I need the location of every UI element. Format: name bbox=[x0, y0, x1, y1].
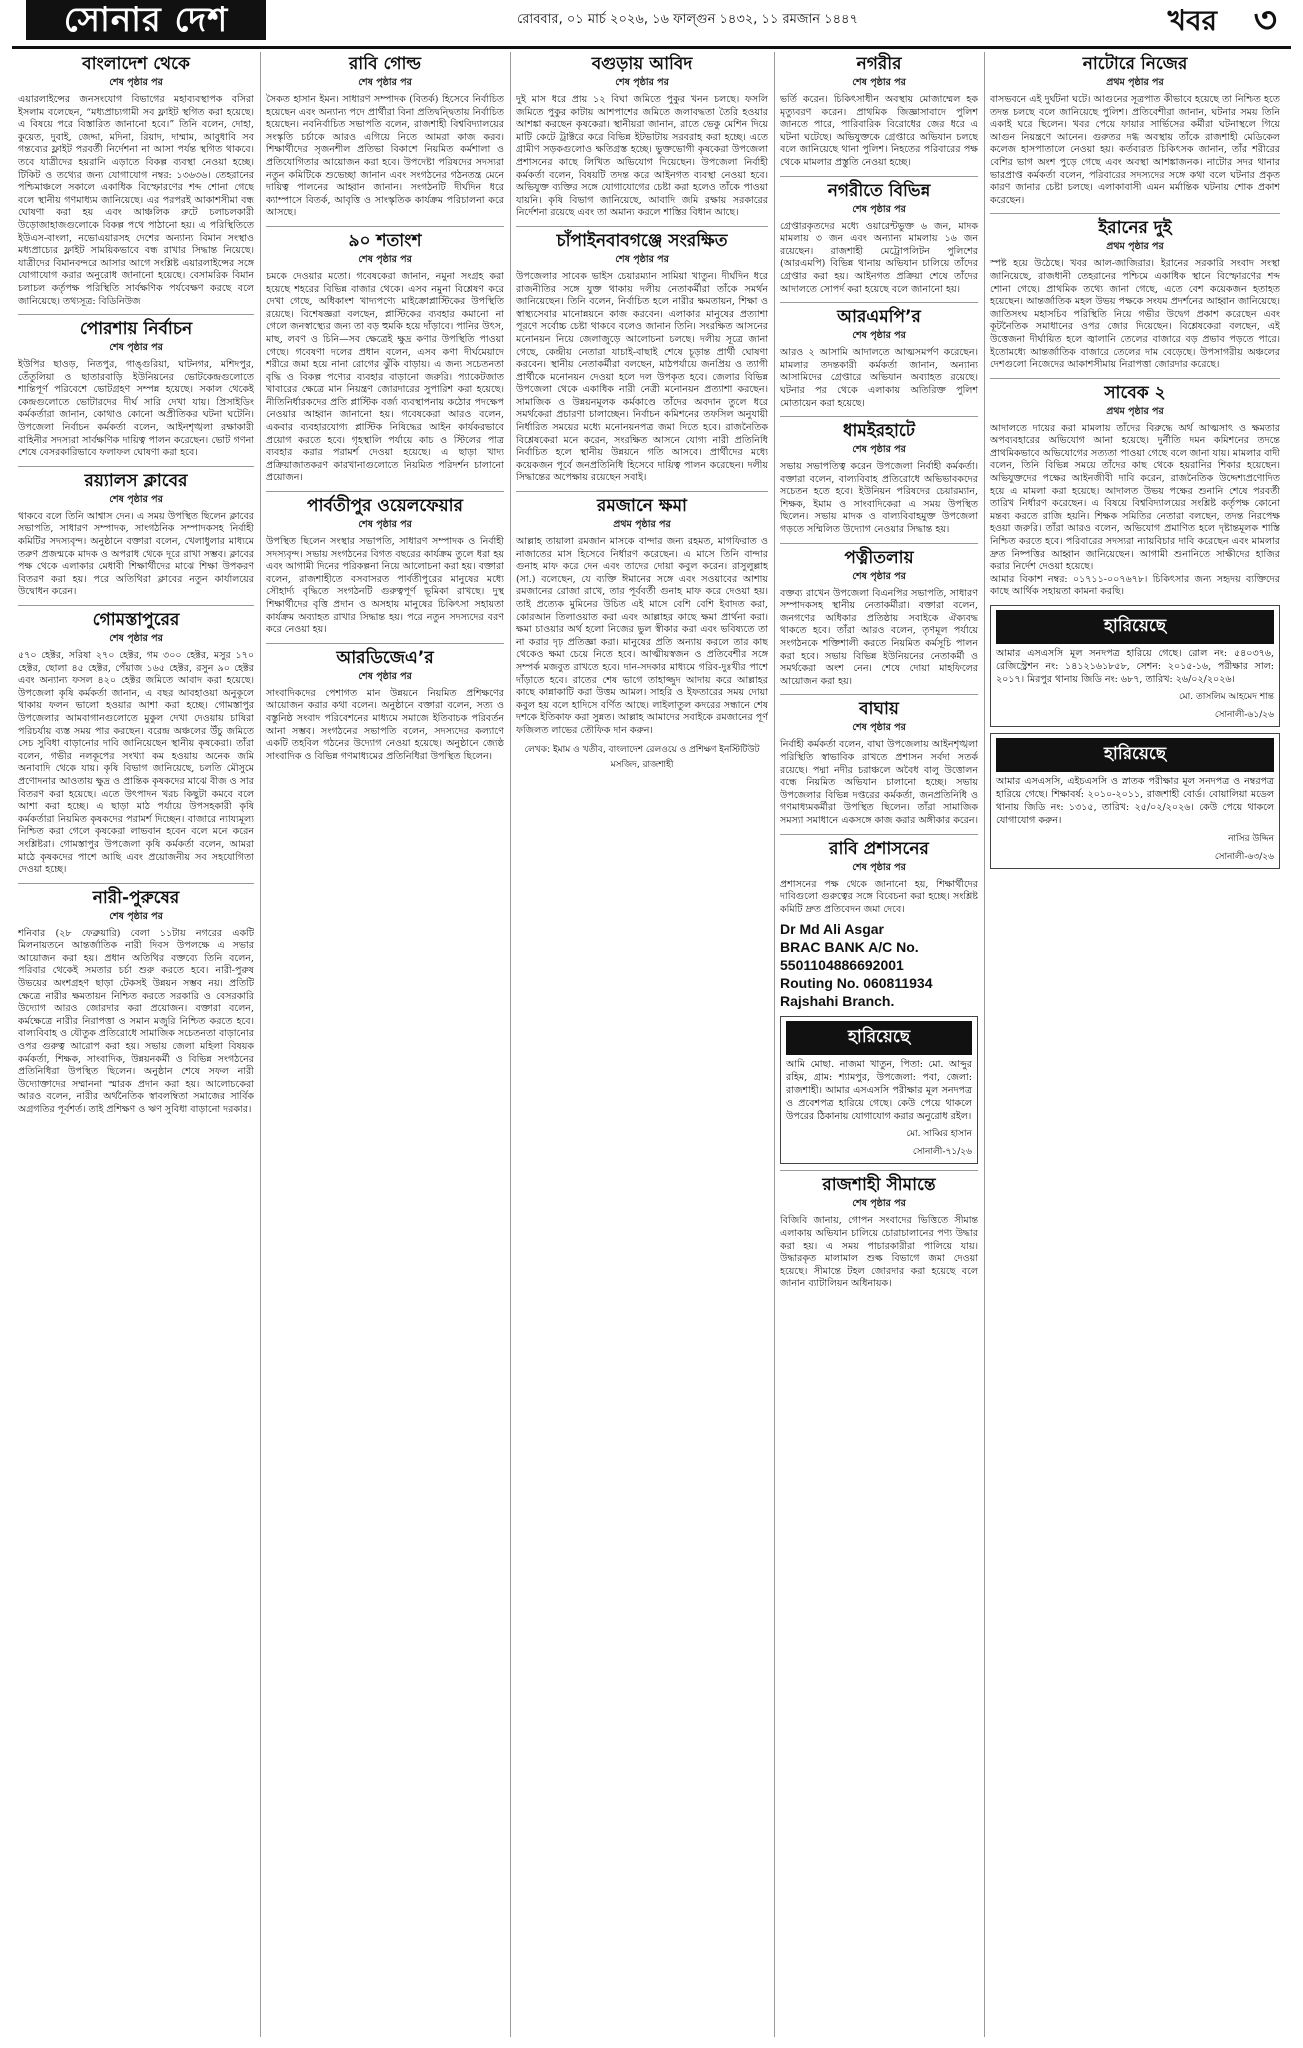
divider bbox=[516, 226, 768, 227]
lost-notice-code: সোনালী-৭১/২৬ bbox=[912, 1147, 972, 1158]
article-headline: বাঘায় bbox=[859, 699, 899, 720]
lost-notice bbox=[780, 1016, 978, 1164]
bank-details bbox=[780, 920, 978, 1010]
divider bbox=[990, 378, 1280, 379]
article-headline: নারী-পুরুষের bbox=[92, 887, 180, 908]
article bbox=[990, 383, 1280, 599]
article-body: আল্লাহ তায়ালা রমজান মাসকে বান্দার জন্য রহমত, মাগফিরাত ও নাজাতের মাস হিসেবে নির্ধারণ করেছেন। এ মাসে তিনি বান্দার গুনাহ মাফ করে দেন এবং তাদের দোয়া কবুল করেন। রাসুলুল্লাহ (সা.) বলেছেন, যে ব্যক্তি ঈমানের সঙ্গে এবং সওয়াবের আশায় রমজানের রোজা রাখে, তার পূর্ববর্তী গুনাহ মাফ করে দেওয়া হয়। তাই প্রত্যেক মুমিনের উচিত এই মাসে বেশি বেশি ইবাদত করা, কোরআন তিলাওয়াত করা এবং আল্লাহর কাছে ক্ষমা প্রার্থনা করা। ক্ষমা চাওয়ার অর্থ হলো নিজের ভুল স্বীকার করা এবং ভবিষ্যতে তা না করার দৃঢ় প্রতিজ্ঞা করা। মানুষের প্রতি অন্যায় করলে তার কাছ থেকেও ক্ষমা চেয়ে নিতে হবে। আত্মীয়স্বজন ও প্রতিবেশীর সঙ্গে সম্পর্ক মজবুত রাখতে হবে। দান-সদকার মাধ্যমে গরিব-দুঃখীর পাশে দাঁড়াতে হবে। রাতের শেষ ভাগে তাহাজ্জুদ আদায় করে আল্লাহর কাছে কান্নাকাটি করা উত্তম আমল। সাহরি ও ইফতারের সময় দোয়া কবুল হয় বলে হাদিসে বর্ণিত আছে। লাইলাতুল কদরের সন্ধানে শেষ দশকে ইতিকাফ করা সুন্নত। আল্লাহ আমাদের সবাইকে রমজানের পূর্ণ ফজিলত লাভের তৌফিক দান করুন। bbox=[516, 536, 768, 736]
article bbox=[990, 218, 1280, 371]
article-headline: রাবি প্রশাসনের bbox=[829, 838, 929, 859]
article-body: সাংবাদিকদের পেশাগত মান উন্নয়নে নিয়মিত প্রশিক্ষণের আয়োজন করার কথা বলেন। অনুষ্ঠানে বক্তারা বলেন, সত্য ও বস্তুনিষ্ঠ সংবাদ পরিবেশনের মাধ্যমে সমাজে ইতিবাচক পরিবর্তন আনা সম্ভব। সংগঠনের সভাপতি বলেন, সদস্যদের কল্যাণে একটি তহবিল গঠনের উদ্যোগ নেওয়া হয়েছে। অনুষ্ঠানে জ্যেষ্ঠ সাংবাদিক ও বিভিন্ন গণমাধ্যমের প্রতিনিধিরা উপস্থিত ছিলেন। bbox=[266, 687, 504, 762]
column-3 bbox=[516, 50, 768, 2040]
divider bbox=[780, 416, 978, 417]
divider bbox=[266, 226, 504, 227]
article-headline: সাবেক ২ bbox=[1104, 382, 1166, 403]
article-body: বিজিবি জানায়, গোপন সংবাদের ভিত্তিতে সীমান্ত এলাকায় অভিযান চালিয়ে চোরাচালানের পণ্য উদ্ধার করা হয়। এ সময় পাচারকারীরা পালিয়ে যায়। উদ্ধারকৃত মালামাল শুল্ক বিভাগে জমা দেওয়া হয়েছে। সীমান্তে টহল জোরদার করা হয়েছে বলে জানান ব্যাটালিয়ন অধিনায়ক। bbox=[780, 1215, 978, 1290]
article-body: গ্রেপ্তারকৃতদের মধ্যে ওয়ারেন্টভুক্ত ৬ জন, মাদক মামলায় ৩ জন এবং অন্যান্য মামলায় ১৬ জন রয়েছেন। রাজশাহী মেট্রোপলিটন পুলিশের (আরএমপি) বিভিন্ন থানায় অভিযান চালিয়ে তাঁদের গ্রেপ্তার করা হয়। আইনগত প্রক্রিয়া শেষে তাঁদের আদালতে সোপর্দ করা হয়েছে বলে জানানো হয়। bbox=[780, 220, 978, 295]
bank-line: Routing No. 060811934 bbox=[780, 975, 933, 992]
article bbox=[266, 648, 504, 764]
column-divider bbox=[774, 52, 775, 2037]
divider bbox=[780, 302, 978, 303]
article-body: ভর্তি করেন। চিকিৎসাধীন অবস্থায় মোজাম্মেল হক মৃত্যুবরণ করেন। প্রাথমিক জিজ্ঞাসাবাদে পুলিশ জানতে পারে, পারিবারিক বিরোধের জের ধরে এ ঘটনা ঘটেছে। অভিযুক্তকে গ্রেপ্তারে অভিযান চলছে বলে জানিয়েছে থানা পুলিশ। নিহতের পরিবারের পক্ষ থেকে মামলার প্রস্তুতি নেওয়া হচ্ছে। bbox=[780, 94, 978, 168]
article-body: থাকবে বলে তিনি আশ্বাস দেন। এ সময় উপস্থিত ছিলেন ক্লাবের সভাপতি, সাধারণ সম্পাদক, সাংগঠনিক সম্পাদকসহ নির্বাহী কমিটির সদস্যবৃন্দ। অনুষ্ঠানে বক্তারা বলেন, খেলাধুলার মাধ্যমে তরুণ প্রজন্মকে মাদক ও অপরাধ থেকে দূরে রাখা সম্ভব। ক্লাবের পক্ষ থেকে এলাকার মেধাবী শিক্ষার্থীদের মাঝে শিক্ষা উপকরণ বিতরণ করা হয়। পরে অতিথিরা ক্লাবের নতুন কার্যালয়ের উদ্বোধন করেন। bbox=[18, 510, 254, 598]
divider bbox=[516, 491, 768, 492]
article-body: উপস্থিত ছিলেন সংস্থার সভাপতি, সাধারণ সম্পাদক ও নির্বাহী সদস্যবৃন্দ। সভায় সংগঠনের বিগত বছরের কার্যক্রম তুলে ধরা হয় এবং আগামী দিনের পরিকল্পনা নিয়ে আলোচনা করা হয়। বক্তারা বলেন, রাজশাহীতে বসবাসরত পার্বতীপুরের মানুষের মধ্যে সৌহার্দ্য বৃদ্ধিতে সংগঠনটি গুরুত্বপূর্ণ ভূমিকা রাখছে। দুস্থ শিক্ষার্থীদের বৃত্তি প্রদান ও অসহায় মানুষের চিকিৎসা সহায়তা কার্যক্রম অব্যাহত রাখার সিদ্ধান্ত হয়। পরে নতুন সদস্যদের বরণ করে নেওয়া হয়। bbox=[266, 536, 504, 636]
lost-notice-signature: মো. সাব্বির হাসান bbox=[906, 1129, 972, 1140]
column-2 bbox=[266, 50, 504, 2040]
lost-notice-signature: মো. তাসলিম আহমেদ শান্ত bbox=[1179, 692, 1274, 703]
column-5 bbox=[990, 50, 1280, 2040]
column-divider bbox=[260, 52, 261, 2037]
article-continuation: প্রথম পৃষ্ঠার পর bbox=[1106, 405, 1164, 417]
bank-line: BRAC BANK A/C No. bbox=[780, 939, 919, 956]
article-headline: ধামইরহাটে bbox=[842, 421, 916, 442]
article bbox=[780, 421, 978, 537]
article bbox=[18, 888, 254, 1117]
divider bbox=[780, 834, 978, 835]
article-continuation: শেষ পৃষ্ঠার পর bbox=[109, 77, 163, 88]
article bbox=[18, 471, 254, 599]
article-body: চমকে দেওয়ার মতো। গবেষকেরা জানান, নমুনা সংগ্রহ করা হয়েছে শহরের বিভিন্ন বাজার থেকে। এসব নমুনা বিশ্লেষণ করে দেখা গেছে, অধিকাংশ খাদ্যপণ্যে মাইক্রোপ্লাস্টিকের উপস্থিতি রয়েছে। বিশেষজ্ঞরা বলছেন, প্লাস্টিকের ব্যবহার কমানো না গেলে জনস্বাস্থ্যের জন্য তা বড় হুমকি হয়ে দাঁড়াবে। পানির উৎস, মাছ, লবণ ও চিনি—সব ক্ষেত্রেই ক্ষুদ্র কণার উপস্থিতি পাওয়া গেছে। গবেষণা দলের প্রধান বলেন, এসব কণা দীর্ঘমেয়াদে শরীরে জমা হয়ে নানা রোগের ঝুঁকি বাড়ায়। এ জন্য সচেতনতা বৃদ্ধি ও বিকল্প পণ্যের ব্যবহার বাড়ানো জরুরি। প্যাকেটজাত খাবারের ক্ষেত্রে মান নিয়ন্ত্রণ জোরদারের সুপারিশ করা হয়েছে। নীতিনির্ধারকদের প্রতি প্লাস্টিক বর্জ্য ব্যবস্থাপনায় কঠোর পদক্ষেপ নেওয়ার আহ্বান জানানো হয়। গবেষকেরা আরও বলেন, একবার ব্যবহারযোগ্য প্লাস্টিক নিষিদ্ধের আইন কার্যকরভাবে প্রয়োগ করতে হবে। গৃহস্থালি পর্যায়ে কাচ ও স্টিলের পাত্র ব্যবহার করার পরামর্শ দেওয়া হয়েছে। এ ছাড়া খাদ্য প্রক্রিয়াজাতকরণ কারখানাগুলোতে নিয়মিত পরিদর্শন চালানো প্রয়োজন। bbox=[266, 270, 504, 484]
article-continuation: শেষ পৃষ্ঠার পর bbox=[615, 77, 669, 88]
bank-line: 5501104886692001 bbox=[780, 957, 904, 974]
divider bbox=[780, 176, 978, 177]
article bbox=[780, 699, 978, 827]
article-body: বক্তব্য রাখেন উপজেলা বিএনপির সভাপতি, সাধারণ সম্পাদকসহ স্থানীয় নেতাকর্মীরা। বক্তারা বলেন, জনগণের অধিকার প্রতিষ্ঠায় সবাইকে ঐক্যবদ্ধ থাকতে হবে। তাঁরা আরও বলেন, তৃণমূল পর্যায়ে সংগঠনকে শক্তিশালী করতে নিয়মিত কর্মসূচি পালন করা হবে। সভায় বিভিন্ন ইউনিয়নের নেতাকর্মী ও সমর্থকেরা অংশ নেন। শেষে দোয়া মাহফিলের আয়োজন করা হয়। bbox=[780, 587, 978, 687]
article bbox=[516, 496, 768, 772]
article bbox=[780, 181, 978, 297]
page-number: ৩ bbox=[1253, 0, 1277, 41]
section-title: খবর bbox=[1167, 4, 1217, 37]
newspaper-name: সোনার দেশ bbox=[26, 0, 266, 40]
article bbox=[516, 231, 768, 485]
article-continuation: শেষ পৃষ্ঠার পর bbox=[852, 1198, 906, 1210]
article-headline: নগরীর bbox=[856, 54, 902, 74]
article-body: এয়ারলাইন্সের জনসংযোগ বিভাগের মহাব্যবস্থাপক বসিরা ইসলাম বলেছেন, “মধ্যপ্রাচ্যগামী সব ফ্লাইট স্থগিত করা হয়েছে। এ বিষয়ে পরে বিস্তারিত জানানো হবে।” তিনি বলেন, দোহা, কুয়েত, দুবাই, জেদ্দা, মদিনা, রিয়াদ, দাম্মাম, আবুধাবি সব গন্তব্যের ফ্লাইট পরবর্তী নির্দেশনা না আসা পর্যন্ত স্থগিত থাকবে। তবে যাত্রীদের হয়রানি এড়াতে বিকল্প ব্যবস্থা নেওয়া হচ্ছে। টিকিট ও তথ্যের জন্য যোগাযোগ নম্বর: ১৩৬৩৬। তেহরানের পশ্চিমাঞ্চলে সকালে একাধিক বিস্ফোরণের শব্দ শোনা গেছে বলে স্থানীয় গণমাধ্যম জানিয়েছে। এর পরপরই আকাশসীমা বন্ধ ঘোষণা করা হয় এবং আঞ্চলিক রুটে চলাচলকারী উড়োজাহাজগুলোকে বিকল্প পথে পাঠানো হয়। এ পরিস্থিতিতে ইউএস-বাংলা, নভোএয়ারসহ দেশের অন্যান্য বিমান সংস্থাও মধ্যপ্রাচ্যের ফ্লাইট সাময়িকভাবে বন্ধ রাখার সিদ্ধান্ত নিয়েছে। যাত্রীদের বিমানবন্দরে আসার আগে সংশ্লিষ্ট এয়ারলাইন্সের সঙ্গে যোগাযোগ করার অনুরোধ জানানো হয়েছে। বেসামরিক বিমান চলাচল কর্তৃপক্ষ পরিস্থিতি সার্বক্ষণিক পর্যবেক্ষণ করছে বলে জানিয়েছে। তথ্যসূত্র: বিডিনিউজ bbox=[18, 94, 254, 307]
article bbox=[18, 610, 254, 877]
article-headline: রয়্যালস ক্লাবের bbox=[84, 470, 188, 491]
article-headline: ৯০ শতাংশ bbox=[348, 230, 422, 251]
bank-line: Dr Md Ali Asgar bbox=[780, 921, 884, 938]
article-body: শনিবার (২৮ ফেব্রুয়ারি) বেলা ১১টায় নগরের একটি মিলনায়তনে আন্তর্জাতিক নারী দিবস উপলক্ষে এ সভার আয়োজন করা হয়। প্রধান অতিথির বক্তব্যে তিনি বলেন, পরিবার থেকেই সমতার চর্চা শুরু করতে হবে। নারী-পুরুষ উভয়ের অংশগ্রহণ ছাড়া টেকসই উন্নয়ন সম্ভব নয়। প্রতিটি ক্ষেত্রে নারীর ক্ষমতায়ন নিশ্চিত করতে সরকারি ও বেসরকারি উদ্যোগ আরও জোরদার করা প্রয়োজন। বক্তারা বলেন, কর্মক্ষেত্রে নারীর নিরাপত্তা ও সমান মজুরি নিশ্চিত করতে হবে। বাল্যবিবাহ ও যৌতুক প্রতিরোধে সামাজিক সচেতনতা বাড়ানোর ওপর গুরুত্ব আরোপ করা হয়। সভায় জেলা মহিলা বিষয়ক কর্মকর্তা, শিক্ষক, সাংবাদিক, উন্নয়নকর্মী ও বিভিন্ন সংগঠনের প্রতিনিধিরা উপস্থিত ছিলেন। অনুষ্ঠান শেষে সফল নারী উদ্যোক্তাদের সম্মাননা স্মারক প্রদান করা হয়। আলোচকেরা আরও বলেন, নারীর অর্থনৈতিক স্বাবলম্বিতা সমাজের সার্বিক অগ্রগতির পূর্বশর্ত। তাই প্রশিক্ষণ ও ঋণ সুবিধা বাড়ানো দরকার। bbox=[18, 927, 254, 1115]
article-continuation: শেষ পৃষ্ঠার পর bbox=[358, 253, 412, 265]
masthead bbox=[12, 0, 1291, 49]
column-divider bbox=[984, 52, 985, 2037]
article-headline: রাজশাহী সীমান্তে bbox=[822, 1175, 936, 1196]
lost-notice-code: সোনালী-৬১/২৬ bbox=[1214, 710, 1274, 721]
article bbox=[266, 54, 504, 220]
article bbox=[266, 496, 504, 637]
article-headline: রমজানে ক্ষমা bbox=[597, 496, 687, 517]
lost-notice-title: হারিয়েছে bbox=[786, 1021, 972, 1055]
article-body: দুই মাস ধরে প্রায় ১২ বিঘা জমিতে পুকুর খনন চলছে। ফসলি জমিতে পুকুর কাটায় আশপাশের জমিতে জলাবদ্ধতা তৈরি হওয়ার আশঙ্কা করছেন কৃষকেরা। স্থানীয়রা জানান, রাতে ভেকু মেশিন দিয়ে মাটি কেটে ট্রাক্টরে করে বিভিন্ন ইটভাটায় সরবরাহ করা হচ্ছে। এতে গ্রামীণ সড়কগুলোও ক্ষতিগ্রস্ত হচ্ছে। ভুক্তভোগী কৃষকেরা উপজেলা প্রশাসনের কাছে লিখিত অভিযোগ দিয়েছেন। উপজেলা নির্বাহী কর্মকর্তা বলেন, বিষয়টি তদন্ত করে আইনগত ব্যবস্থা নেওয়া হবে। অভিযুক্ত ব্যক্তির সঙ্গে যোগাযোগের চেষ্টা করা হলেও তাঁকে পাওয়া যায়নি। কৃষি বিভাগ জানিয়েছে, আবাদি জমি রক্ষায় সরকারের নির্দেশনা রয়েছে এবং তা অমান্য করলে শাস্তির বিধান আছে। bbox=[516, 94, 768, 219]
article bbox=[780, 307, 978, 410]
article-body: সৈকত হাসান ইমন। সাধারণ সম্পাদক (বিতর্ক) হিসেবে নির্বাচিত হয়েছেন এবং অন্যান্য পদে প্রার্থীরা বিনা প্রতিদ্বন্দ্বিতায় নির্বাচিত হয়েছেন। নবনির্বাচিত সভাপতি বলেন, রাজশাহী বিশ্ববিদ্যালয়ের সংস্কৃতি চর্চাকে আরও এগিয়ে নিতে আমরা কাজ করব। শিক্ষার্থীদের সৃজনশীল প্রতিভা বিকাশে নিয়মিত কর্মশালা ও প্রতিযোগিতার আয়োজন করা হবে। উপদেষ্টা পরিষদের সদস্যরা নতুন কমিটিকে শুভেচ্ছা জানান এবং সংগঠনের গঠনতন্ত্র মেনে দায়িত্ব পালনের আহ্বান জানান। সংগঠনটি দীর্ঘদিন ধরে ক্যাম্পাসে বিতর্ক, আবৃত্তি ও সাংস্কৃতিক কার্যক্রম পরিচালনা করে আসছে। bbox=[266, 94, 504, 219]
article-continuation: শেষ পৃষ্ঠার পর bbox=[852, 861, 906, 873]
article bbox=[780, 548, 978, 689]
divider bbox=[780, 694, 978, 695]
lost-notice-body: আমার এসএসসি মূল সনদপত্র হারিয়ে গেছে। রোল নং: ৫৪০৩৭৬, রেজিস্ট্রেশন নং: ১৪১২১৬১৮৫৮, সেশন: ২০১৫-১৬, পরীক্ষার সাল: ২০১৭। মিরপুর থানায় জিডি নং: ৬৮৭, তারিখ: ২৬/০২/২০২৬। bbox=[996, 648, 1274, 685]
author-credit: লেখক: ইমাম ও খতীব, বাংলাদেশ রেলওয়ে ও প্রশিক্ষণ ইনস্টিটিউট মসজিদ, রাজশাহী bbox=[524, 744, 760, 770]
lost-notice-code: সোনালী-৬৩/২৬ bbox=[1214, 851, 1274, 862]
column-1 bbox=[18, 50, 254, 2040]
article-continuation: শেষ পৃষ্ঠার পর bbox=[358, 519, 412, 531]
article-continuation: প্রথম পৃষ্ঠার পর bbox=[1106, 241, 1164, 253]
article-headline: বগুড়ায় আবিদ bbox=[591, 54, 693, 74]
article bbox=[990, 54, 1280, 207]
article-body: আদালতে দায়ের করা মামলায় তাঁদের বিরুদ্ধে অর্থ আত্মসাৎ ও ক্ষমতার অপব্যবহারের অভিযোগ আনা হয়েছে। দুর্নীতি দমন কমিশনের তদন্তে প্রাথমিকভাবে অভিযোগের সত্যতা পাওয়া গেছে বলে জানা যায়। মামলার বাদী বলেন, তিনি বিভিন্ন সময়ে তাঁদের কাছ থেকে হয়রানির শিকার হয়েছেন। অভিযুক্তদের পক্ষের আইনজীবী দাবি করেন, রাজনৈতিক উদ্দেশ্যপ্রণোদিত হয়ে এ মামলা করা হয়েছে। আদালত উভয় পক্ষের শুনানি শেষে পরবর্তী তারিখ নির্ধারণ করেছেন। এ বিষয়ে বিশ্ববিদ্যালয়ের সংশ্লিষ্ট কর্তৃপক্ষ কোনো মন্তব্য করতে রাজি হয়নি। শিক্ষক সমিতির নেতারা বলছেন, তদন্ত নিরপেক্ষ হওয়া জরুরি। তাঁরা আরও বলেন, অভিযোগ প্রমাণিত হলে দৃষ্টান্তমূলক শাস্তি নিশ্চিত করতে হবে। পরিবারের সদস্যরা ন্যায়বিচার দাবি করেছেন এবং মামলার দ্রুত নিষ্পত্তির আহ্বান জানিয়েছেন। আগামী শুনানিতে সাক্ষীদের হাজির করার নির্দেশ দেওয়া হয়েছে। bbox=[990, 422, 1280, 573]
divider bbox=[266, 491, 504, 492]
article-continuation: শেষ পৃষ্ঠার পর bbox=[358, 670, 412, 682]
article-continuation: শেষ পৃষ্ঠার পর bbox=[852, 444, 906, 456]
article-headline: রাবি গোল্ড bbox=[348, 54, 422, 74]
divider bbox=[18, 605, 254, 606]
article-headline: পত্নীতলায় bbox=[844, 547, 914, 568]
article-headline: পোরশায় নির্বাচন bbox=[79, 319, 193, 340]
bank-line: Rajshahi Branch. bbox=[780, 993, 895, 1010]
article bbox=[780, 839, 978, 1011]
article-headline: গোমস্তাপুরের bbox=[92, 610, 180, 630]
article-headline: আরএমপি’র bbox=[837, 307, 921, 328]
article-headline: নগরীতে বিভিন্ন bbox=[827, 180, 931, 201]
article bbox=[516, 54, 768, 220]
divider bbox=[18, 883, 254, 884]
divider bbox=[780, 1170, 978, 1171]
article-continuation: প্রথম পৃষ্ঠার পর bbox=[1106, 77, 1164, 88]
article-continuation: প্রথম পৃষ্ঠার পর bbox=[613, 519, 671, 531]
article-continuation: শেষ পৃষ্ঠার পর bbox=[852, 330, 906, 342]
article-body: আরও ২ আসামি আদালতে আত্মসমর্পণ করেছেন। মামলার তদন্তকারী কর্মকর্তা জানান, অন্যান্য আসামিদের গ্রেপ্তারে অভিযান অব্যাহত রয়েছে। ঘটনার পর থেকে এলাকায় অতিরিক্ত পুলিশ মোতায়েন করা হয়েছে। bbox=[780, 347, 978, 409]
article-continuation: শেষ পৃষ্ঠার পর bbox=[852, 570, 906, 582]
article-body: সভায় সভাপতিত্ব করেন উপজেলা নির্বাহী কর্মকর্তা। বক্তারা বলেন, বাল্যবিবাহ প্রতিরোধে অভিভাবকদের সচেতন হতে হবে। ইউনিয়ন পরিষদের চেয়ারম্যান, শিক্ষক, ইমাম ও সাংবাদিকেরা এ সময় উপস্থিত ছিলেন। সভায় মাদক ও বাল্যবিবাহমুক্ত উপজেলা গড়তে সম্মিলিত উদ্যোগ নেওয়ার সিদ্ধান্ত হয়। bbox=[780, 461, 978, 536]
article-continuation: শেষ পৃষ্ঠার পর bbox=[109, 493, 163, 505]
article bbox=[780, 1175, 978, 1291]
issue-date: রোববার, ০১ মার্চ ২০২৬, ১৬ ফাল্গুন ১৪৩২, ১১ রমজান ১৪৪৭ bbox=[517, 12, 858, 27]
article-body: স্পষ্ট হয়ে উঠেছে। খবর আল-জাজিরার। ইরানের সরকারি সংবাদ সংস্থা জানিয়েছে, রাজধানী তেহরানের পশ্চিমে একাধিক স্থানে বিস্ফোরণের শব্দ শোনা গেছে। প্রাথমিক তথ্যে জানা গেছে, এতে বেশ কয়েকজন হতাহত হয়েছেন। আন্তর্জাতিক মহল উভয় পক্ষকে সংযম প্রদর্শনের আহ্বান জানিয়েছে। জাতিসংঘ মহাসচিব পরিস্থিতি নিয়ে গভীর উদ্বেগ প্রকাশ করেছেন এবং কূটনৈতিক সমাধানের ওপর জোর দিয়েছেন। বিশ্লেষকেরা বলছেন, এই উত্তেজনা দীর্ঘায়িত হলে জ্বালানি তেলের বাজারে বড় প্রভাব পড়তে পারে। ইতোমধ্যে আন্তর্জাতিক বাজারে তেলের দাম বেড়েছে। উপসাগরীয় অঞ্চলের দেশগুলো নিজেদের আকাশসীমায় নিরাপত্তা জোরদার করেছে। bbox=[990, 258, 1280, 371]
article-headline: ইরানের দুই bbox=[1098, 218, 1172, 239]
article-continuation: শেষ পৃষ্ঠার পর bbox=[615, 253, 669, 265]
article bbox=[266, 231, 504, 485]
article bbox=[18, 54, 254, 308]
article-continuation: শেষ পৃষ্ঠার পর bbox=[358, 77, 412, 88]
column-4 bbox=[780, 50, 978, 2040]
article-body: ৫৭০ হেক্টর, সরিষা ২৭০ হেক্টর, গম ৩০০ হেক্টর, মসুর ১৭০ হেক্টর, ছোলা ৪৫ হেক্টর, পেঁয়াজ ১৬৫ হেক্টর, রসুন ৯০ হেক্টর এবং অন্যান্য ফসল ৪২০ হেক্টর জমিতে আবাদ করা হয়েছে। উপজেলা কৃষি কর্মকর্তা জানান, এ বছর আবহাওয়া অনুকূলে থাকায় ফলন ভালো হওয়ার আশা করা হচ্ছে। গোমস্তাপুর উপজেলার আমবাগানগুলোতে মুকুল দেখা দেওয়ায় চাষিরা পরিচর্যায় ব্যস্ত সময় পার করছেন। বরেন্দ্র অঞ্চলের উঁচু জমিতে সেচ সুবিধা বাড়ানোর দাবি জানিয়েছেন স্থানীয় কৃষকেরা। তাঁরা বলেন, গভীর নলকূপের সংখ্যা কম হওয়ায় অনেক জমি অনাবাদি থেকে যায়। কৃষি বিভাগ জানিয়েছে, চলতি মৌসুমে প্রণোদনার আওতায় ক্ষুদ্র ও প্রান্তিক কৃষকদের মাঝে বীজ ও সার বিতরণ করা হয়েছে। এতে উৎপাদন খরচ কিছুটা কমবে বলে আশা করা হচ্ছে। এ ছাড়া মাঠ পর্যায়ে উপসহকারী কৃষি কর্মকর্তারা নিয়মিত কৃষকদের পরামর্শ দিচ্ছেন। বাজারে ন্যায্যমূল্য নিশ্চিত করা গেলে কৃষকেরা লাভবান হবেন বলে মনে করেন সংশ্লিষ্টরা। গোমস্তাপুর উপজেলা কৃষি কর্মকর্তা বলেন, আমরা মাঠে কৃষকদের পাশে আছি এবং প্রয়োজনীয় সব সহযোগিতা দেওয়া হচ্ছে। bbox=[18, 650, 254, 876]
divider bbox=[990, 213, 1280, 214]
article-continuation: শেষ পৃষ্ঠার পর bbox=[109, 910, 163, 922]
article-continuation: শেষ পৃষ্ঠার পর bbox=[852, 77, 906, 88]
article-continuation: শেষ পৃষ্ঠার পর bbox=[109, 342, 163, 354]
article-continuation: শেষ পৃষ্ঠার পর bbox=[852, 203, 906, 215]
column-divider bbox=[510, 52, 511, 2037]
article bbox=[780, 54, 978, 170]
article-headline: নাটোরে নিজের bbox=[1082, 54, 1188, 74]
lost-notice bbox=[990, 733, 1280, 868]
article-continuation: শেষ পৃষ্ঠার পর bbox=[109, 633, 163, 644]
article-headline: চাঁপাইনবাবগঞ্জে সংরক্ষিত bbox=[556, 230, 728, 251]
article-headline: আরডিজেএ’র bbox=[336, 647, 434, 668]
article-body: বাসভবনে এই দুর্ঘটনা ঘটে। আগুনের সূত্রপাত কীভাবে হয়েছে তা নিশ্চিত হতে তদন্ত চলছে বলে জানিয়েছে পুলিশ। প্রতিবেশীরা জানান, ঘটনার সময় তিনি একাই ঘরে ছিলেন। খবর পেয়ে ফায়ার সার্ভিসের কর্মীরা ঘটনাস্থলে গিয়ে আগুন নিয়ন্ত্রণে আনেন। গুরুতর দগ্ধ অবস্থায় তাঁকে রাজশাহী মেডিকেল কলেজ হাসপাতালে নেওয়া হয়। কর্তব্যরত চিকিৎসক জানান, তাঁর শরীরের বেশির ভাগ অংশ পুড়ে গেছে এবং অবস্থা আশঙ্কাজনক। নাটোর সদর থানার ভারপ্রাপ্ত কর্মকর্তা বলেন, পরিবারের সদস্যদের সঙ্গে কথা বলে ঘটনার প্রকৃত কারণ জানার চেষ্টা চলছে। এলাকাবাসী এমন মর্মান্তিক ঘটনায় শোক প্রকাশ করেছেন। bbox=[990, 94, 1280, 206]
divider bbox=[18, 314, 254, 315]
appeal-text: আমার বিকাশ নম্বর: ০১৭১১-০০৭৬৭৮। চিকিৎসার জন্য সহৃদয় ব্যক্তিদের কাছে আর্থিক সহায়তা কামনা করছি। bbox=[990, 573, 1280, 598]
divider bbox=[18, 466, 254, 467]
divider bbox=[266, 643, 504, 644]
article-body: ইউপির ছাওড়, নিতপুর, গাঙ্গুরিয়া, ঘাটনগর, মশিদপুর, তেঁতুলিয়া ও ছাতারবাড়ি ইউনিয়নের ভোটকেন্দ্রগুলোতে শান্তিপূর্ণ পরিবেশে ভোটগ্রহণ সম্পন্ন হয়েছে। সকাল থেকেই কেন্দ্রগুলোতে ভোটারদের দীর্ঘ সারি দেখা যায়। প্রিসাইডিং কর্মকর্তারা জানান, কোথাও কোনো অপ্রীতিকর ঘটনা ঘটেনি। উপজেলা নির্বাচন কর্মকর্তা বলেন, আইনশৃঙ্খলা রক্ষাকারী বাহিনীর সদস্যরা সার্বক্ষণিক দায়িত্ব পালন করেছেন। ভোট গণনা শেষে বেসরকারিভাবে ফলাফল ঘোষণা করা হবে। bbox=[18, 359, 254, 459]
divider bbox=[780, 543, 978, 544]
article-body: নির্বাহী কর্মকর্তা বলেন, বাঘা উপজেলায় আইনশৃঙ্খলা পরিস্থিতি স্বাভাবিক রাখতে প্রশাসন সর্বদা সতর্ক রয়েছে। পদ্মা নদীর চরাঞ্চলে অবৈধ বালু উত্তোলন বন্ধে নিয়মিত অভিযান চালানো হচ্ছে। সভায় উপজেলার বিভিন্ন দপ্তরের কর্মকর্তা, জনপ্রতিনিধি ও গণমাধ্যমকর্মীরা উপস্থিত ছিলেন। তাঁরা সামাজিক সমস্যা সমাধানে একসঙ্গে কাজ করার অঙ্গীকার করেন। bbox=[780, 739, 978, 826]
lost-notice bbox=[990, 605, 1280, 727]
lost-notice-body: আমার এসএসসি, এইচএসসি ও স্নাতক পরীক্ষার মূল সনদপত্র ও নম্বরপত্র হারিয়ে গেছে। শিক্ষাবর্ষ: ২০১০-২০১১, রাজশাহী বোর্ড। বোয়ালিয়া মডেল থানায় জিডি নং: ১৩১৫, তারিখ: ২৫/০২/২০২৬। কেউ পেয়ে থাকলে যোগাযোগ করুন। bbox=[996, 776, 1274, 826]
lost-notice-signature: নাসির উদ্দিন bbox=[1228, 833, 1274, 844]
article bbox=[18, 319, 254, 460]
article-body: প্রশাসনের পক্ষ থেকে জানানো হয়, শিক্ষার্থীদের দাবিগুলো গুরুত্বের সঙ্গে বিবেচনা করা হচ্ছে। সংশ্লিষ্ট কমিটি দ্রুত প্রতিবেদন জমা দেবে। bbox=[780, 878, 978, 915]
article-headline: বাংলাদেশ থেকে bbox=[82, 54, 190, 74]
lost-notice-title: হারিয়েছে bbox=[996, 738, 1274, 772]
lost-notice-body: আমি মোছা. নাজমা খাতুন, পিতা: মো. আব্দুর রহিম, গ্রাম: শ্যামপুর, উপজেলা: পবা, জেলা: রাজশাহী। আমার এসএসসি পরীক্ষার মূল সনদপত্র ও প্রবেশপত্র হারিয়ে গেছে। কেউ পেয়ে থাকলে উপরের ঠিকানায় যোগাযোগ করার অনুরোধ রইল। bbox=[786, 1059, 972, 1122]
lost-notice-title: হারিয়েছে bbox=[996, 610, 1274, 644]
article-continuation: শেষ পৃষ্ঠার পর bbox=[852, 722, 906, 734]
article-body: উপজেলার সাবেক ভাইস চেয়ারম্যান সামিয়া খাতুন। দীর্ঘদিন ধরে রাজনীতির সঙ্গে যুক্ত থাকায় দলীয় নেতাকর্মীরা তাঁকে সমর্থন জানিয়েছেন। তিনি বলেন, নির্বাচিত হলে নারীর ক্ষমতায়ন, শিক্ষা ও স্বাস্থ্যসেবার মানোন্নয়নে কাজ করবেন। এলাকার মানুষের প্রত্যাশা পূরণে সর্বোচ্চ চেষ্টা থাকবে বলেও জানান তিনি। সংরক্ষিত আসনের মনোনয়ন নিয়ে জেলাজুড়ে আলোচনা চলছে। দলীয় সূত্রে জানা গেছে, কেন্দ্রীয় নেতারা যাচাই-বাছাই শেষে চূড়ান্ত প্রার্থী ঘোষণা করবেন। স্থানীয় নেতাকর্মীরা বলছেন, মাঠপর্যায়ে জনপ্রিয় ও ত্যাগী প্রার্থীকে মনোনয়ন দেওয়া হলে দল উপকৃত হবে। জেলার বিভিন্ন উপজেলা থেকে একাধিক নারী নেত্রী মনোনয়ন প্রত্যাশা করছেন। সামাজিক ও উন্নয়নমূলক কর্মকাণ্ডে তাঁদের অবদান তুলে ধরে সমর্থকেরা প্রচারণা চালাচ্ছেন। নির্বাচন কমিশনের তফসিল অনুযায়ী নির্ধারিত সময়ের মধ্যে মনোনয়নপত্র জমা দিতে হবে। রাজনৈতিক বিশ্লেষকেরা মনে করেন, সংরক্ষিত আসনে যোগ্য নারী প্রতিনিধি নির্বাচিত হলে স্থানীয় উন্নয়নে গতি আসবে। প্রার্থীদের মধ্যে কয়েকজন পূর্বে জনপ্রতিনিধি হিসেবে দায়িত্ব পালন করেছেন। দলীয় সিদ্ধান্তের অপেক্ষায় রয়েছেন সবাই। bbox=[516, 270, 768, 484]
article-headline: পার্বতীপুর ওয়েলফেয়ার bbox=[307, 496, 463, 517]
